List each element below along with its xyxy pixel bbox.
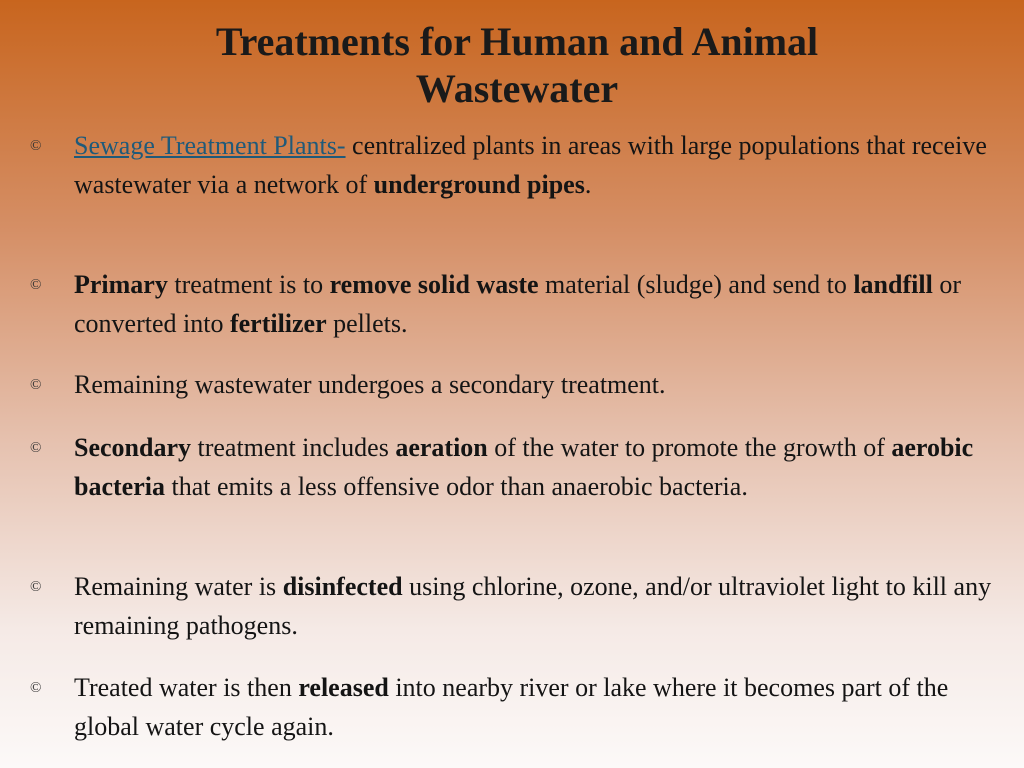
bullet-text: treatment includes (191, 433, 396, 462)
bullet-marker-icon: © (30, 440, 42, 456)
bullet-bold-text: underground pipes (373, 169, 585, 199)
bullet-bold-text: aerobic bacteria (74, 433, 974, 501)
bullet-text: Remaining water is (74, 572, 283, 601)
bullet-text: Remaining wastewater undergoes a secondary treatment. (74, 370, 666, 399)
bullet-text: of the water to promote the growth of (487, 433, 892, 462)
bullet-text: into nearby river or lake where it becomes part of the global water cycle again. (74, 673, 949, 741)
bullet-marker-icon: © (30, 680, 42, 696)
bullet-primary-treatment (30, 266, 1009, 343)
bullet-text: pellets. (326, 308, 408, 338)
bullet-bold-text: Secondary (74, 433, 191, 462)
bullet-release (30, 669, 1009, 746)
bullet-text: using chlorine, ozone, and/or ultraviolet light to kill any remaining pathogens. (74, 572, 992, 640)
bullet-bold-text: remove solid waste (329, 270, 539, 299)
bullet-text: . (584, 169, 592, 199)
bullet-bold-text: released (298, 673, 389, 702)
bullet-text: treatment is to (167, 270, 330, 299)
bullet-bold-text: fertilizer (229, 308, 327, 338)
bullet-text: that emits a less offensive odor than anaerobic bacteria. (164, 471, 748, 501)
bullet-remaining-wastewater (30, 366, 1009, 405)
bullet-marker-icon: © (30, 377, 42, 393)
bullet-bold-text: Primary (74, 270, 168, 299)
slide-title-line-2: Wastewater (415, 66, 619, 111)
bullet-bold-text: aeration (395, 433, 488, 462)
bullet-marker-icon: © (30, 277, 42, 293)
bullet-sewage-treatment-plants (30, 127, 1009, 204)
sewage-treatment-plants-link[interactable]: Sewage Treatment Plants- (74, 131, 346, 160)
bullet-secondary-treatment (30, 429, 1009, 506)
bullet-text: centralized plants in areas with large populations that receive wastewater via a network of (74, 131, 987, 199)
bullet-marker-icon: © (30, 579, 42, 595)
bullet-bold-text: landfill (853, 270, 933, 299)
slide-title-line-1: Treatments for Human and Animal (215, 19, 819, 64)
bullet-bold-text: disinfected (282, 572, 403, 601)
bullet-text: or converted into (74, 270, 961, 338)
bullet-text: Treated water is then (74, 673, 299, 702)
bullet-text: material (sludge) and send to (538, 270, 854, 299)
bullet-marker-icon: © (30, 138, 42, 154)
bullet-disinfection (30, 568, 1009, 645)
